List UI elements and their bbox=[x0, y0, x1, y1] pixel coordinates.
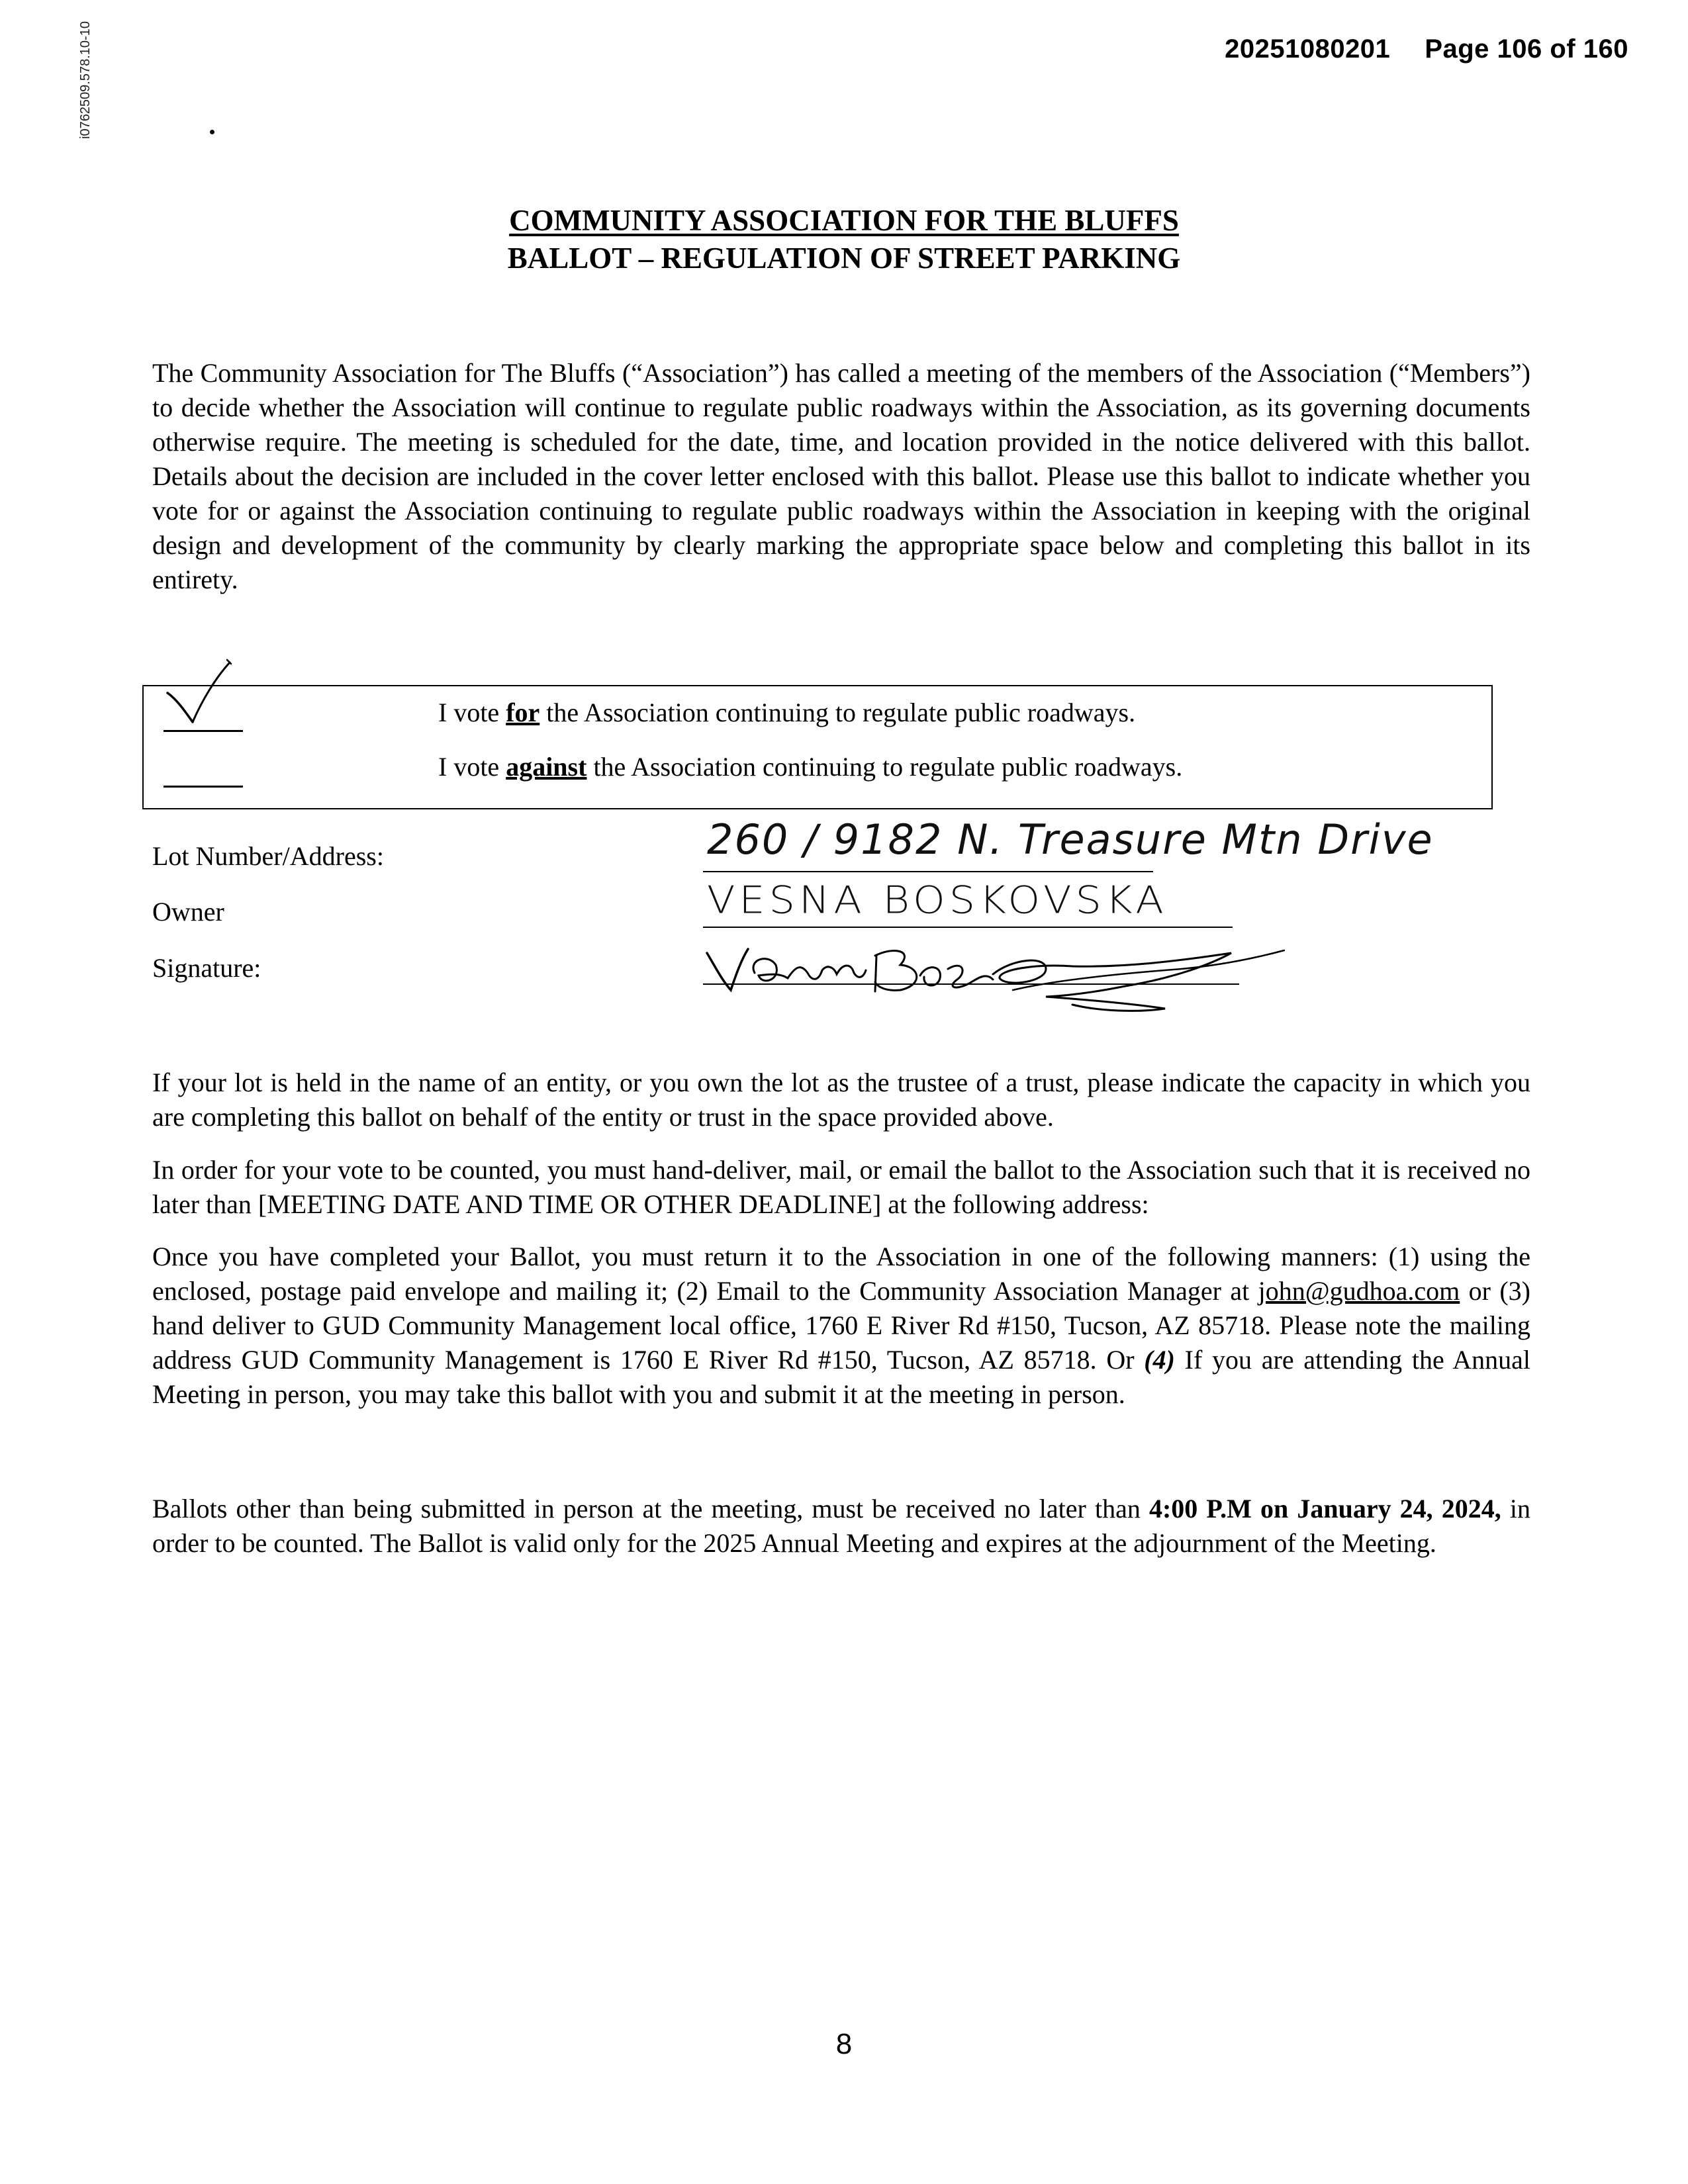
vote-for-option bbox=[438, 696, 1135, 730]
page-title bbox=[0, 202, 1688, 277]
vote-against-prefix: I vote bbox=[438, 752, 506, 782]
handwritten-signature bbox=[702, 927, 1297, 1019]
option-four-label: (4) bbox=[1144, 1345, 1175, 1375]
vote-against-option bbox=[438, 750, 1182, 784]
owner-value: VESNA BOSKOVSKA bbox=[707, 878, 1168, 923]
document-stamp bbox=[1225, 34, 1628, 64]
vote-for-keyword: for bbox=[506, 698, 540, 727]
title-line-2: BALLOT – REGULATION OF STREET PARKING bbox=[507, 242, 1181, 275]
page-number: 8 bbox=[835, 2028, 853, 2060]
ballots-deadline-date: 4:00 P.M on January 24, 2024, bbox=[1149, 1494, 1501, 1524]
stray-dot bbox=[210, 130, 214, 134]
lot-address-line[interactable] bbox=[703, 871, 1153, 872]
ballots-text-part-1: Ballots other than being submitted in person at the meeting, must be received no later than bbox=[152, 1494, 1149, 1524]
vote-against-suffix: the Association continuing to regulate public roadways. bbox=[586, 752, 1183, 782]
vote-box bbox=[142, 685, 1493, 809]
lot-address-value: 260 / 9182 N. Treasure Mtn Drive bbox=[707, 815, 1434, 864]
vote-against-blank[interactable] bbox=[164, 786, 243, 788]
vote-for-suffix: the Association continuing to regulate public roadways. bbox=[539, 698, 1136, 727]
return-text-part-3: If you are attending the Annual Meeting in person, you may take this ballot with you and submit it at the meeting in person. bbox=[152, 1345, 1531, 1409]
return-text-part-1: Once you have completed your Ballot, you must return it to the Association in one of the following manners: (1) using the enclosed, postage paid envelope and mailing it; (2) Email to the Community Association Manager at bbox=[152, 1242, 1530, 1306]
deadline-paragraph: In order for your vote to be counted, you must hand-deliver, mail, or email the ballot to the Association such that it is received no later than [MEETING DATE AND TIME OR OTHER DEADLINE] at the following address: bbox=[152, 1155, 1530, 1219]
side-stamp: i0762509.578.10-10 bbox=[78, 21, 93, 139]
ballots-text-part-2: in order to be counted. The Ballot is valid only for the 2025 Annual Meeting and expires at the adjournment of the Meeting. bbox=[152, 1494, 1530, 1558]
email-link[interactable]: john@gudhoa.com bbox=[1258, 1276, 1460, 1306]
title-line-1: COMMUNITY ASSOCIATION FOR THE BLUFFS bbox=[509, 204, 1179, 237]
return-text-part-2: or (3) hand deliver to GUD Community Management local office, 1760 E River Rd #150, Tucson, AZ 85718. Please note the mailing address GUD Community Management is 1760 E River Rd #150, Tucson, AZ 85718. Or bbox=[152, 1276, 1530, 1375]
page-label: Page 106 of 160 bbox=[1425, 34, 1628, 64]
checkmark-icon bbox=[158, 659, 258, 731]
owner-label: Owner bbox=[152, 897, 224, 927]
lot-address-label: Lot Number/Address: bbox=[152, 841, 384, 871]
vote-for-prefix: I vote bbox=[438, 698, 506, 727]
intro-paragraph: The Community Association for The Bluffs (“Association”) has called a meeting of the members of the Association (“Members”) to decide whether the Association will continue to regulate public roadways within the Association, as its governing documents otherwise require. The meeting is scheduled for the date, time, and location provided in the notice delivered with this ballot. Details about the decision are included in the cover letter enclosed with this ballot. Please use this ballot to indicate whether you vote for or against the Association continuing to regulate public roadways within the Association in keeping with the original design and development of the community by clearly marking the appropriate space below and completing this ballot in its entirety. bbox=[152, 358, 1530, 594]
signature-label: Signature: bbox=[152, 953, 261, 983]
entity-paragraph: If your lot is held in the name of an entity, or you own the lot as the trustee of a trust, please indicate the capacity in which you are completing this ballot on behalf of the entity or trust in the space provided above. bbox=[152, 1068, 1530, 1132]
return-instructions-paragraph bbox=[152, 1240, 1530, 1412]
ballot-deadline-paragraph bbox=[152, 1492, 1530, 1561]
vote-against-keyword: against bbox=[506, 752, 587, 782]
document-number: 20251080201 bbox=[1225, 34, 1391, 64]
